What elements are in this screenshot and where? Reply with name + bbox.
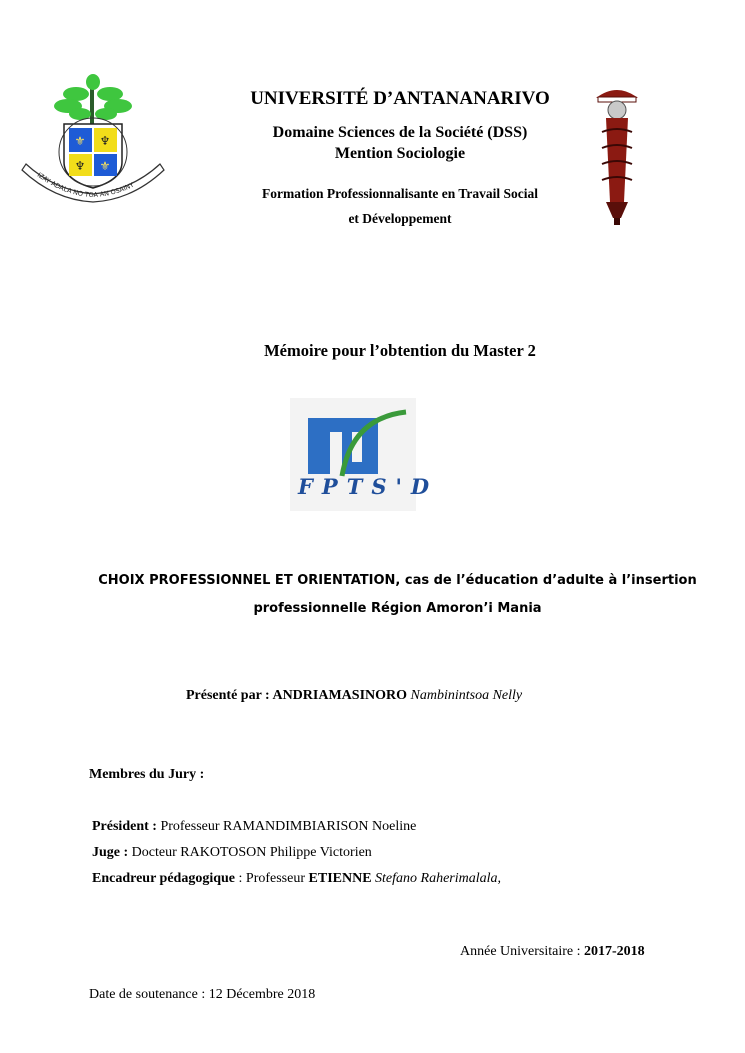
fptsd-logo-text: FPTS'D [298,474,439,499]
jury-president [92,819,416,835]
svg-text:♆: ♆ [99,134,111,148]
presenter-given-name: Nambinintsoa Nelly [410,688,523,703]
jury-juge [92,845,372,861]
formation-line-2: et Développement [348,211,452,226]
encadreur-surname: ETIENNE [308,871,372,886]
memoire-line: Mémoire pour l’obtention du Master 2 [264,341,536,360]
academic-year [460,944,645,960]
formation-line-1: Formation Professionnalisante en Travail Social [262,186,538,201]
jury-heading: Membres du Jury : [89,767,205,782]
university-motto: IZAY ADALA NO TOA AN OSAINY [35,170,136,200]
university-logo [14,72,172,204]
encadreur-prefix: : Professeur [235,871,309,886]
president-label: Président : [92,819,157,834]
academic-year-value: 2017-2018 [584,944,645,959]
encadreur-given-name: Stefano Raherimalala, [375,871,502,886]
thesis-title-line-2: professionnelle Région Amoron’i Mania [253,601,542,616]
svg-text:⚜: ⚜ [74,134,86,148]
presenter-surname: ANDRIAMASINORO [272,688,408,703]
fptsd-logo [290,398,439,511]
jury-encadreur [92,871,501,887]
university-name: UNIVERSITÉ D’ANTANANARIVO [250,88,550,109]
president-name: Professeur RAMANDIMBIARISON Noeline [160,819,417,834]
domain-line: Domaine Sciences de la Société (DSS) [272,124,528,141]
juge-name: Docteur RAKOTOSON Philippe Victorien [131,845,372,860]
svg-text:♆: ♆ [74,159,86,173]
presenter-label: Présenté par : [186,688,273,703]
juge-label: Juge : [92,845,129,860]
presenter-line [186,688,522,704]
thesis-title-line-1: CHOIX PROFESSIONNEL ET ORIENTATION, cas de l’éducation d’adulte à l’insertion [98,573,697,588]
defense-date: Date de soutenance : 12 Décembre 2018 [89,987,316,1002]
svg-text:⚜: ⚜ [99,159,111,173]
encadreur-label: Encadreur pédagogique [92,871,236,886]
mention-line: Mention Sociologie [334,145,466,162]
academic-year-label: Année Universitaire : [460,944,585,959]
